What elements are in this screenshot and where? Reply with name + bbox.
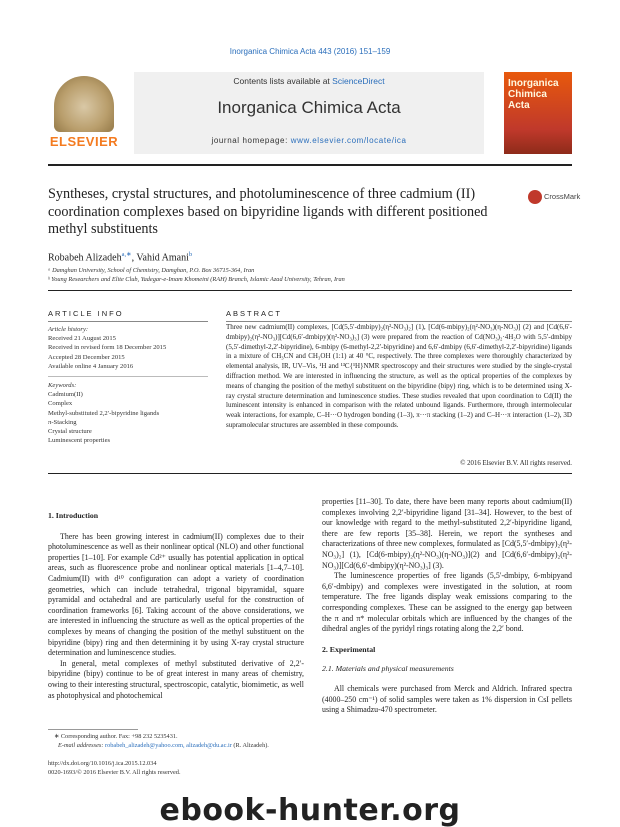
keyword-item: Methyl-substituted 2,2′-bipyridine ligands <box>48 409 160 417</box>
author-name[interactable]: Vahid Amani <box>136 252 189 264</box>
email-label: E-mail addresses: <box>58 742 105 749</box>
keyword-item: Cadmium(II) <box>48 391 83 399</box>
history-item: Available online 4 January 2016 <box>48 362 134 370</box>
email-links[interactable]: robabeh_alizadeh@yahoo.com, alizadeh@du.ac.ir <box>105 742 232 749</box>
publisher-name: ELSEVIER <box>49 134 119 149</box>
doi-link[interactable]: http://dx.doi.org/10.1016/j.ica.2015.12.034 <box>48 760 157 767</box>
body-left-column <box>48 511 304 701</box>
subsection-heading-materials: 2.1. Materials and physical measurements <box>322 664 454 674</box>
journal-cover-thumbnail[interactable] <box>504 72 572 154</box>
email-suffix: (R. Alizadeh). <box>231 742 269 749</box>
history-item: Accepted 28 December 2015 <box>48 353 125 361</box>
cover-title-line-2: Chimica <box>508 89 547 100</box>
cover-title-line-1: Inorganica <box>508 78 559 89</box>
abstract-copyright: © 2016 Elsevier B.V. All rights reserved. <box>460 460 572 467</box>
site-watermark: ebook-hunter.org <box>159 793 461 827</box>
abstract-text: Three new cadmium(II) complexes, [Cd(5,5′-dmbipy)₂(η²-NO₃)₂] (1), [Cd(6-mbipy)₂(η²-NO₃)(η-NO₃)] (2) and [Cd(6,6′-dmbipy)₂(η²-NO₃)][Cd(6,6′-dmbipy)(η²-NO₃)₃] (3) were prepared from the reaction of Cd(NO₃)₂·4H₂O with 5,5′-dmbipy (5,5′-dimethyl-2,2′-bipyridine), 6-mbipy (6-methyl-2,2′-bipyridine) and 6,6′-dmbipy (6,6′-dimethyl-2,2′-bipyridine) ligands in a mixture of CH₃CN and CH₃OH (1:1) at 40 °C, respectively. The three complexes were thoroughly characterized by elemental analysis, IR, UV–Vis, ¹H and ¹³C{¹H}NMR spectroscopy and their structures were studied by the single-crystal diffraction method. We are interested in influencing the structure, as well as the optical properties of the complexes by means of changing the position of the methyl substituent on the bipyridine (bipy) ring, which is to be determined using X-ray crystal structure determination and luminescence studies. These studies revealed that upon coordination to Cd(II) the luminescent intensity is enhanced in comparison with the related unbound ligands. Furthermore, through intermolecular weak interactions, for example, C–H···O hydrogen bonding (1–3), π···π stacking (1–2) and C–H···π interaction (1–2), 3D supramolecular structures are assembled in these compounds. <box>226 323 572 429</box>
section-heading-introduction: 1. Introduction <box>48 511 99 520</box>
history-item: Received 21 August 2015 <box>48 335 116 343</box>
section-heading-experimental: 2. Experimental <box>322 644 376 654</box>
sciencedirect-link[interactable]: ScienceDirect <box>332 76 385 86</box>
journal-homepage-line <box>134 136 484 145</box>
cover-title <box>508 78 568 111</box>
email-note <box>48 742 308 749</box>
history-label: Article history: <box>48 326 89 333</box>
article-history <box>48 325 208 371</box>
body-right-column <box>322 497 572 716</box>
keyword-item: Crystal structure <box>48 428 92 436</box>
cover-title-line-3: Acta <box>508 100 530 111</box>
elsevier-logo <box>48 72 120 154</box>
keyword-item: π-Stacking <box>48 418 77 426</box>
body-paragraph: All chemicals were purchased from Merck and Aldrich. Infrared spectra (4000–250 cm⁻¹) of solid samples were taken as 1% dispersion in CsI pellets using a Shimadzu-470 spectrometer. <box>322 683 572 715</box>
article-info-heading: ARTICLE INFO <box>48 309 124 318</box>
journal-title: Inorganica Chimica Acta <box>217 98 401 117</box>
crossmark-badge[interactable] <box>528 190 581 204</box>
author-list <box>48 250 192 263</box>
author-name[interactable]: Robabeh Alizadeh <box>48 252 122 264</box>
keyword-item: Complex <box>48 400 73 408</box>
footnote-rule <box>48 729 138 730</box>
homepage-link[interactable]: www.elsevier.com/locate/ica <box>290 136 407 145</box>
crossmark-icon <box>528 190 542 204</box>
history-item: Received in revised form 18 December 2015 <box>48 344 167 352</box>
article-info-rule <box>48 321 208 322</box>
homepage-prefix: journal homepage: <box>211 136 291 145</box>
affiliation-a: ᵃ Damghan University, School of Chemistry, Damghan, P.O. Box 36715-364, Iran <box>48 267 255 274</box>
masthead-banner <box>134 72 484 154</box>
elsevier-tree-icon <box>54 76 114 132</box>
crossmark-label: CrossMark <box>544 192 581 201</box>
body-paragraph: There has been growing interest in cadmium(II) complexes due to their photoluminescence as well as their nonlinear optical (NLO) and other functional properties [1–10]. For example Cd²⁺ usually has potential application in optical areas, such as fluorescence probe and nonlinear optical materials [1–4,7–10]. Cadmium(II) with d¹⁰ configuration can adopt a variety of coordination geometries, which can include tetrahedral, trigonal bipyramidal, square pyramidal and octahedral and are particularly useful for the construction of coordination frameworks [6]. Taking account of the above considerations, we are interested in influencing the structure as well as the optical properties of the complexes by means of changing the position of the methyl substituent on the bipyridine (bipy) ring and then determining it by using X-ray crystal structure determination and luminescence studies. <box>48 531 304 658</box>
journal-masthead <box>48 72 572 156</box>
keyword-item: Luminescent properties <box>48 437 111 445</box>
issn-line: 0020-1693/© 2016 Elsevier B.V. All rights reserved. <box>48 769 181 776</box>
corresponding-author-note: ∗ Corresponding author. Fax: +98 232 5235431. <box>54 733 178 740</box>
keywords-rule <box>48 376 208 377</box>
keywords-label: Keywords: <box>48 382 77 389</box>
abstract-heading: ABSTRACT <box>226 309 283 318</box>
body-paragraph: In general, metal complexes of methyl substituted derivative of 2,2′-bipyridine (bipy) continue to be of great interest in many areas of chemistry, owing to their interesting structural, spectroscopic, catalytic, biomimetic, as well as photophysical and photochemical <box>48 658 304 700</box>
contents-prefix: Contents lists available at <box>233 76 333 86</box>
affiliation-divider <box>48 290 572 291</box>
contents-available-line <box>134 76 484 86</box>
author-affil-marks[interactable]: b <box>188 251 193 258</box>
body-paragraph: properties [11–30]. To date, there have been many reports about cadmium(II) complexes involving 2,2′-bipyridine ligand [31–34]. However, to the best of our knowledge with regard to the methyl-substituted 2,2′-bipyridine ligand, there are few reports [35–38]. Herein, we report the syntheses and characterizations of three new complexes, formulated as [Cd(5,5′-dmbipy)₂(η²-NO₃)₂] (1), [Cd(6-mbipy)₂(η²-NO₃)(η-NO₃)](2) and [Cd(6,6′-dmbipy)₂(η²-NO₃)][Cd(6,6′-dmbipy)(η²-NO₃)₃] (3). <box>322 497 572 570</box>
masthead-divider <box>48 164 572 166</box>
body-paragraph: The luminescence properties of free ligands (5,5′-dmbipy, 6-mbipyand 6,6′-dmbipy) and complexes were investigated in the solution, at room temperature. The free ligands display weak emissions comparing to the corresponding complexes. These can be assigned to the energy gap between the π and π* molecular orbitals which are influenced by the changes of the dihedral angles of the pyridyl rings rotating along the 2,2′ bond. <box>322 571 572 634</box>
article-title: Syntheses, crystal structures, and photoluminescence of three cadmium (II) coordination complexes based on bipyridine ligands with different positioned methyl substituents <box>48 186 488 237</box>
journal-reference[interactable]: Inorganica Chimica Acta 443 (2016) 151–159 <box>229 47 391 56</box>
author-affil-marks[interactable]: a,∗ <box>121 251 132 258</box>
affiliation-b: ᵇ Young Researchers and Elite Club, Yadegar-e-Imam Khomeini (RAH) Branch, Islamic Azad University, Tehran, Iran <box>48 276 345 283</box>
abstract-divider <box>48 473 572 474</box>
keywords-list <box>48 381 208 445</box>
abstract-rule <box>226 321 572 322</box>
author-separator: , <box>131 252 137 264</box>
